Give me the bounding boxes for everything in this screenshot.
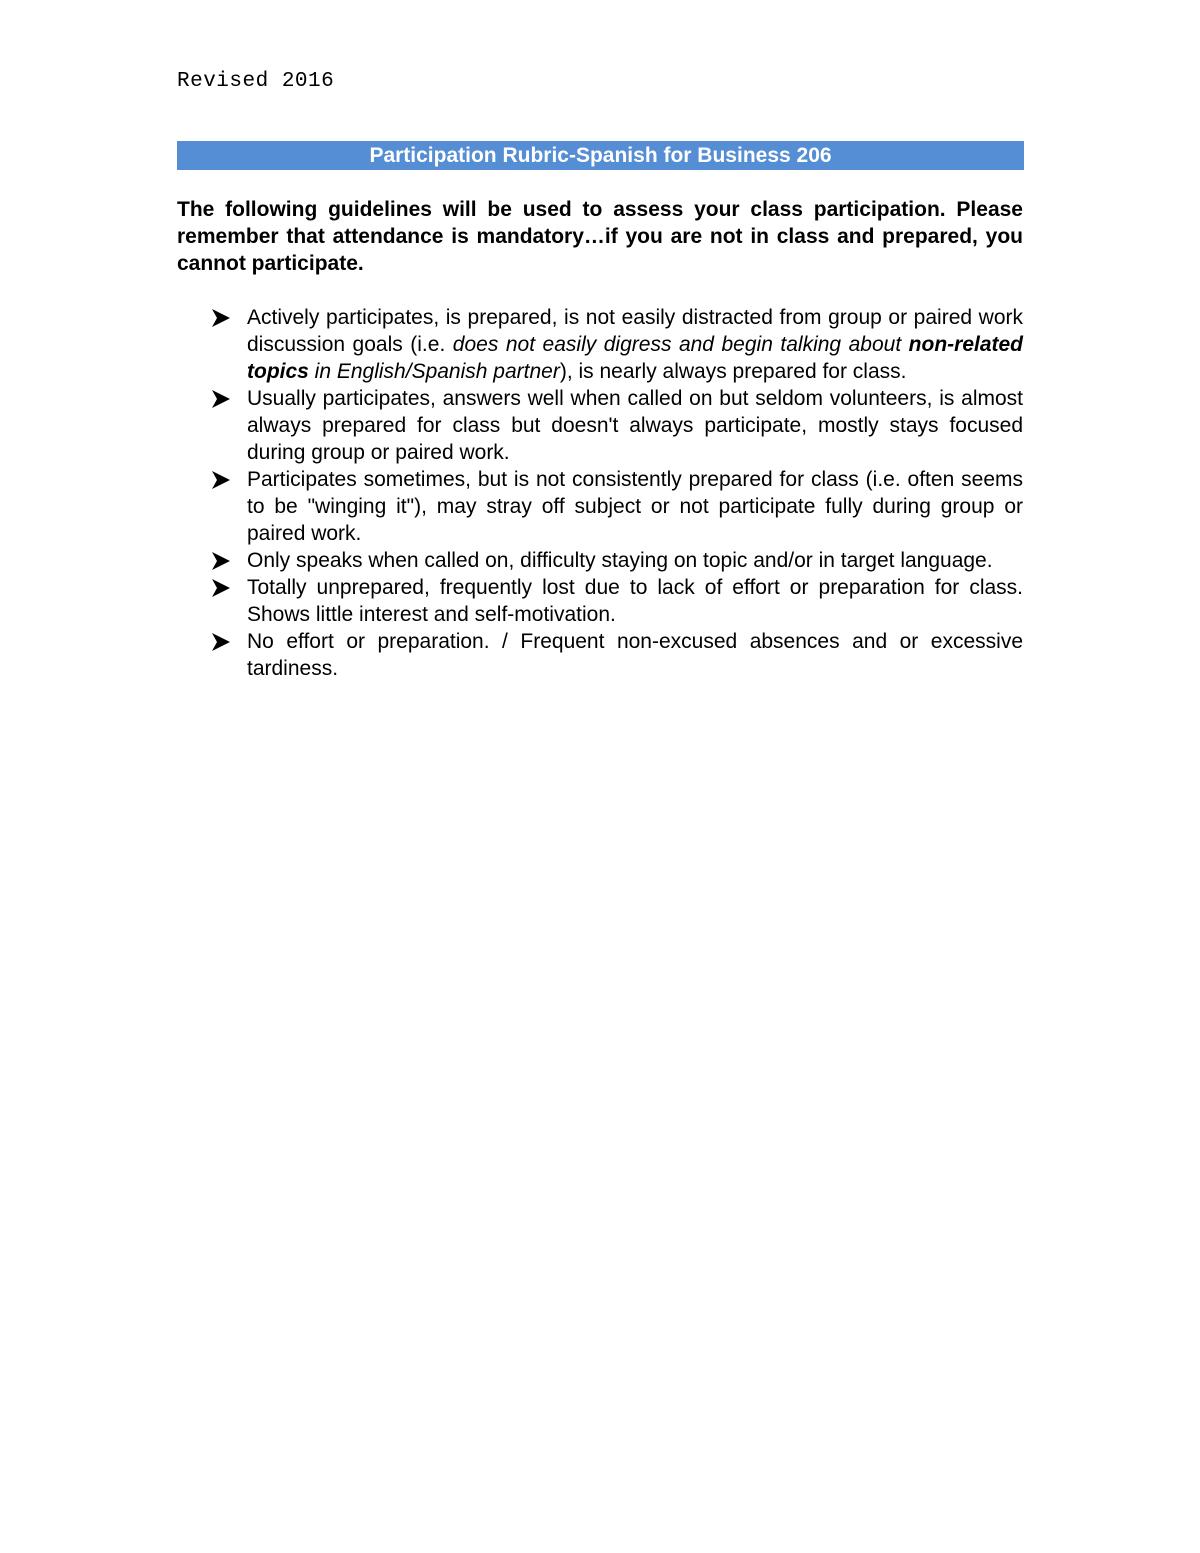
intro-line-2: Please remember that attendance is mandatory…if you are not in class and prepared, you cannot participate.	[177, 198, 1023, 275]
criterion-1-text-end: ), is nearly always prepared for class.	[559, 360, 907, 383]
list-item	[210, 385, 1023, 466]
revision-note: Revised 2016	[177, 70, 335, 93]
criteria-list	[210, 304, 1023, 682]
arrowhead-bullet-icon	[210, 471, 230, 489]
arrowhead-bullet-icon	[210, 390, 230, 408]
list-item	[210, 304, 1023, 385]
criterion-2-text: Usually participates, answers well when called on but seldom volunteers, is almost always prepared for class but doesn't always participate, mostly stays focused during group or paired work.	[247, 387, 1023, 464]
criterion-1-bold-italic: non-related topics	[247, 333, 1024, 383]
list-item	[210, 466, 1023, 547]
intro-line-1: The following guidelines will be used to assess your class participation.	[177, 198, 946, 221]
criterion-6-text: No effort or preparation. / Frequent non-excused absences and or excessive tardiness.	[247, 630, 1023, 680]
list-item	[210, 574, 1023, 628]
list-item	[210, 547, 1023, 574]
criterion-3-text: Participates sometimes, but is not consistently prepared for class (i.e. often seems to be "winging it"), may stray off subject or not participate fully during group or paired work.	[247, 468, 1023, 545]
criterion-5-text: Totally unprepared, frequently lost due to lack of effort or preparation for class. Shows little interest and self-motivation.	[247, 576, 1023, 626]
list-item	[210, 628, 1023, 682]
page-title: Participation Rubric-Spanish for Business 206	[177, 141, 1024, 170]
criterion-1-italic-2: in English/Spanish partner	[308, 360, 560, 383]
arrowhead-bullet-icon	[210, 579, 230, 597]
arrowhead-bullet-icon	[210, 309, 230, 327]
arrowhead-bullet-icon	[210, 633, 230, 651]
criterion-1-italic-1: does not easily digress and begin talking about	[452, 333, 909, 356]
criterion-1-text: Actively participates, is prepared, is not easily distracted from group or paired work discussion goals (i.e.	[247, 306, 1023, 356]
arrowhead-bullet-icon	[210, 552, 230, 570]
intro-paragraph	[177, 196, 1023, 277]
criterion-4-text: Only speaks when called on, difficulty staying on topic and/or in target language.	[247, 549, 993, 572]
